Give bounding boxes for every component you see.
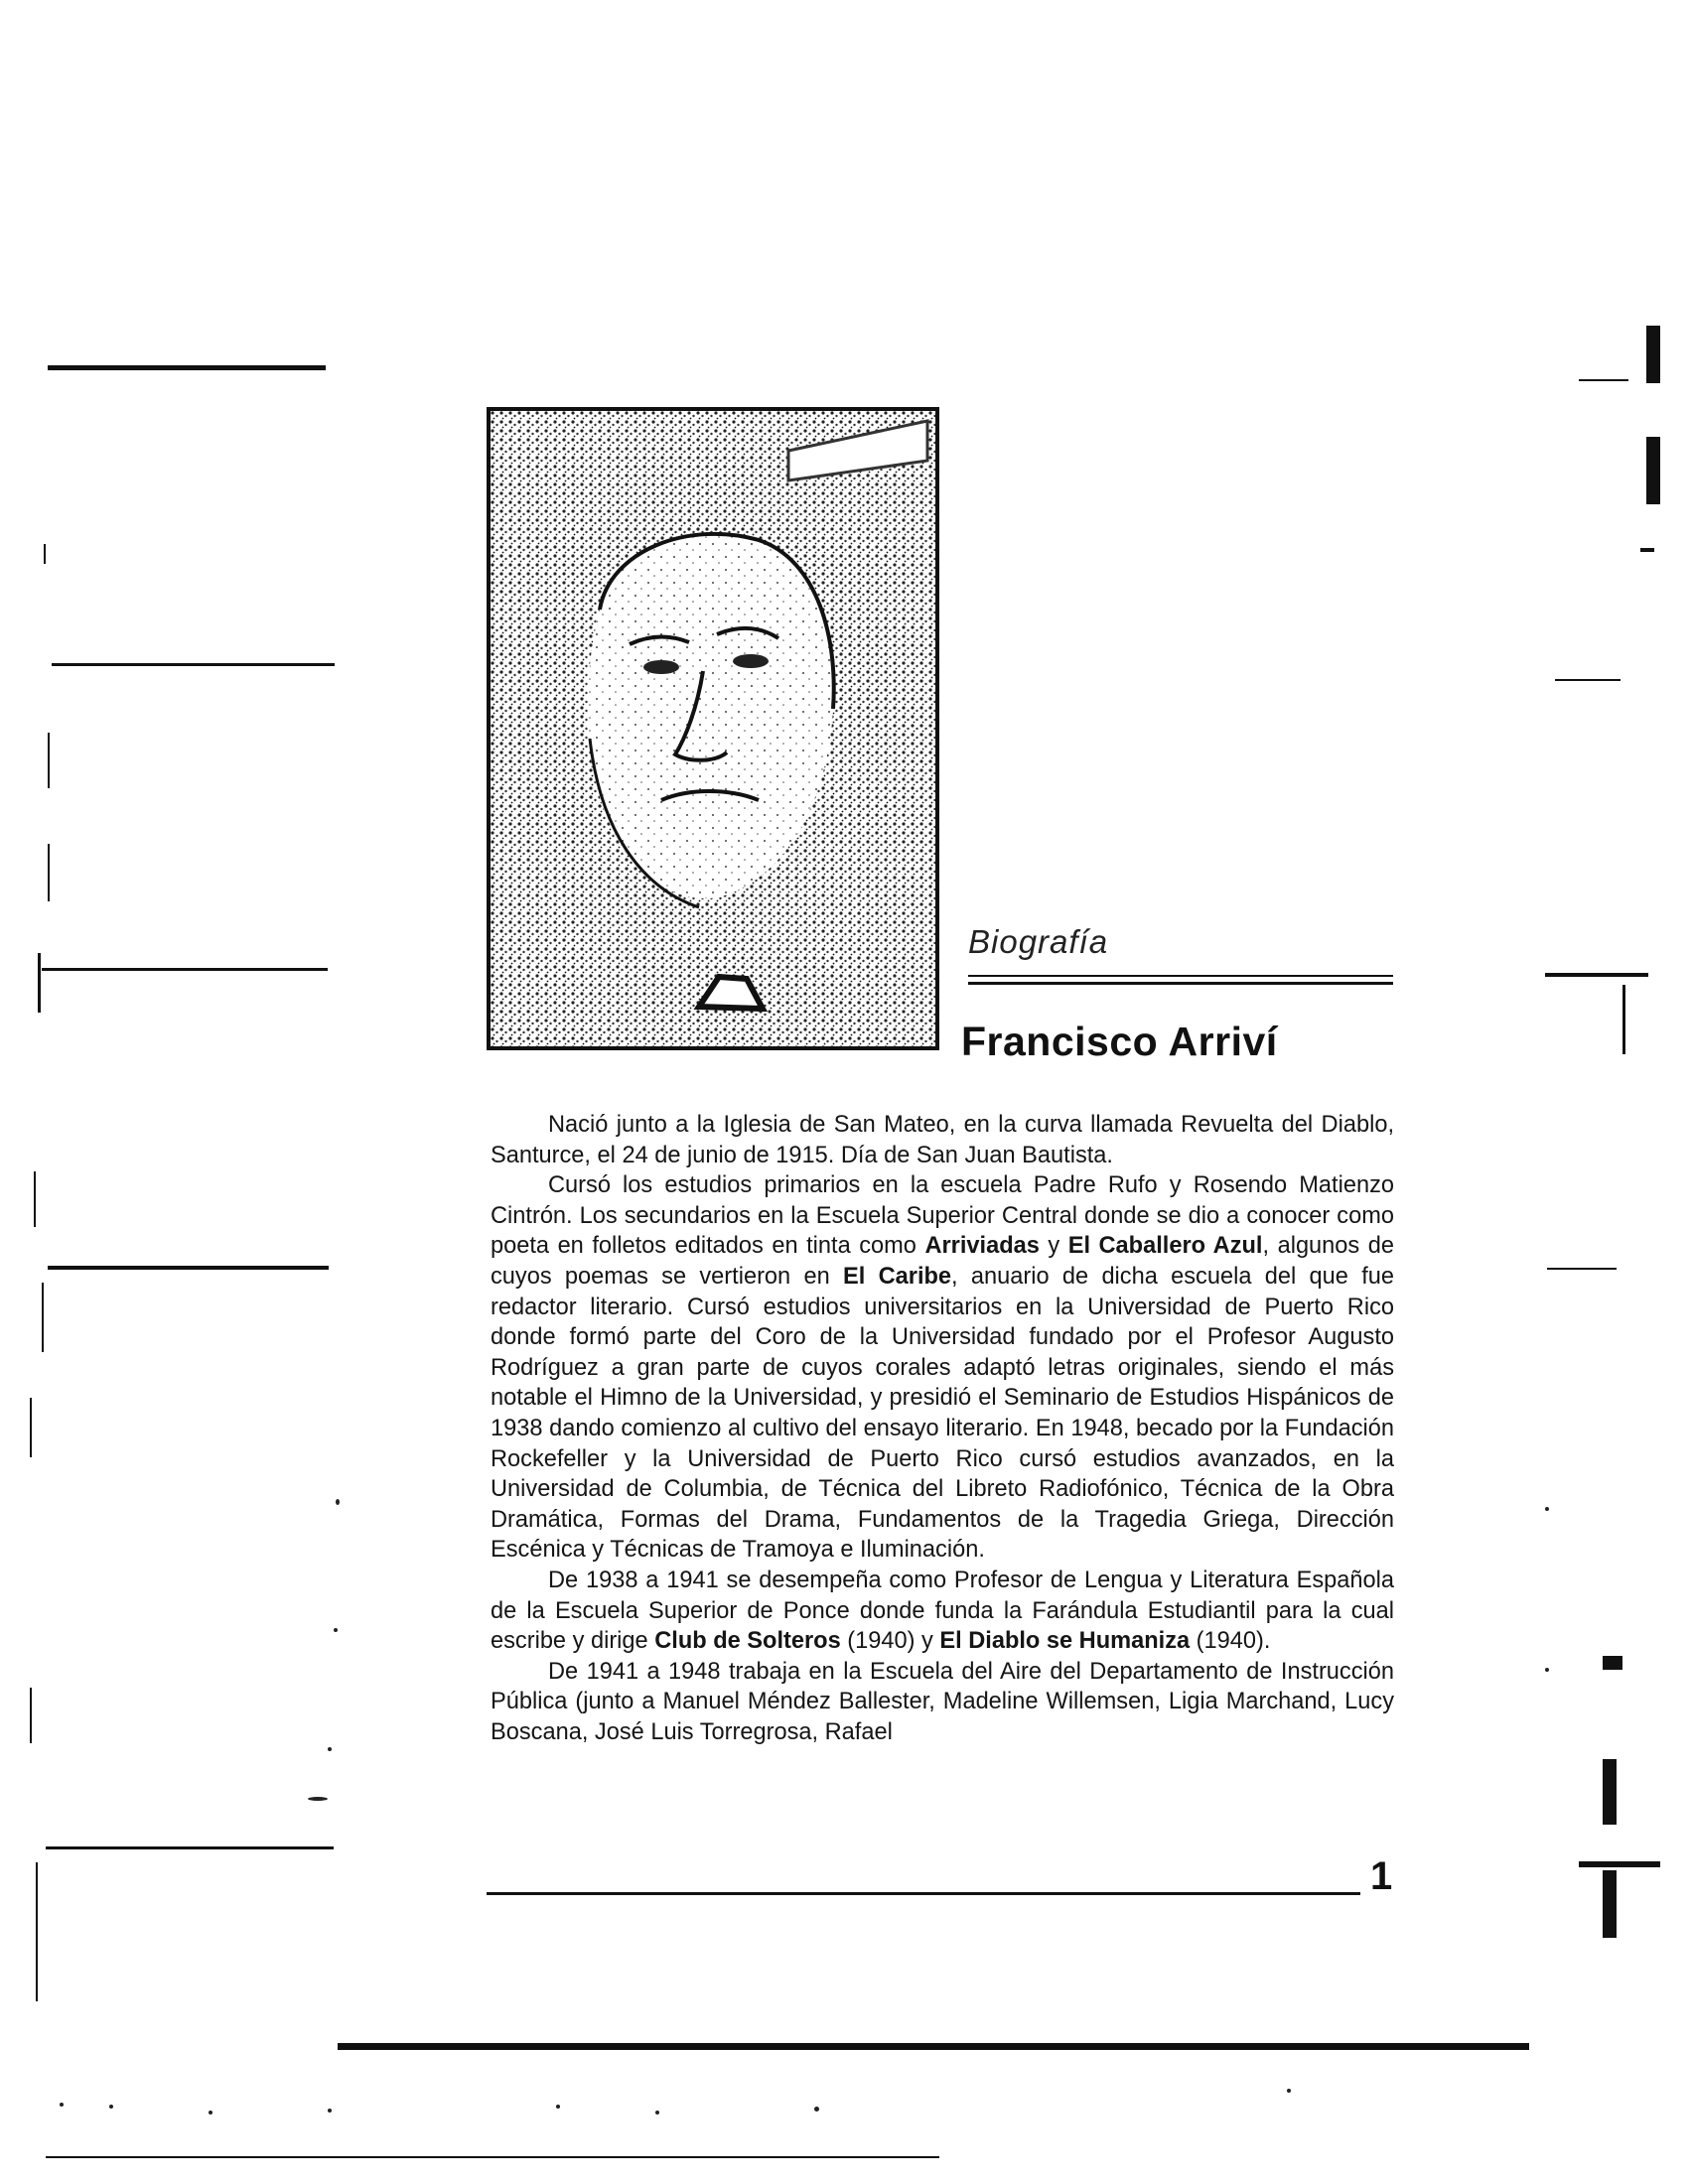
- work-title: El Caballero Azul: [1067, 1233, 1263, 1260]
- page-number: 1: [1370, 1854, 1393, 1898]
- text-run: De 1941 a 1948 trabaja en la Escuela del Aire del Departamento de Instrucción Pública (junto a Manuel Méndez Ballester, Madeline Willemsen, Ligia Marchand, Lucy Boscana, José Luis Torregrosa, Rafael: [491, 1658, 1394, 1745]
- section-divider: [968, 975, 1393, 985]
- body-paragraph: [491, 1657, 1394, 1748]
- text-run: , anuario de dicha escuela del que fue redactor literario. Cursó estudios universitarios en la Universidad de Puerto Rico donde formó parte del Coro de la Universidad fundado por el Profesor Augusto Rodríguez a gran parte de cuyos corales adaptó letras originales, siendo el más notable el Himno de la Universidad, y presidió el Seminario de Estudios Hispánicos de 1938 dando comienzo al cultivo del ensayo literario. En 1948, becado por la Fundación Rockefeller y la Universidad de Puerto Rico cursó estudios avanzados, en la Universidad de Columbia, de Técnica del Libreto Radiofónico, Técnica de la Obra Dramática, Formas del Drama, Fundamentos de la Tragedia Griega, Dirección Escénica y Técnicas de Tramoya e Iluminación.: [491, 1263, 1394, 1564]
- work-title: El Diablo se Humaniza: [939, 1628, 1191, 1655]
- work-title: Club de Solteros: [654, 1628, 841, 1655]
- body-paragraph: [491, 1566, 1394, 1657]
- section-label: Biografía: [968, 923, 1109, 960]
- biography-body: [491, 1110, 1394, 1747]
- work-title: Arriviadas: [924, 1233, 1040, 1260]
- text-run: De 1938 a 1941 se desempeña como Profesor de Lengua y Literatura Española de la Escuela Superior de Ponce donde funda la Farándula Estudiantil para la cual escribe y dirige: [491, 1567, 1394, 1655]
- body-paragraph: [491, 1170, 1394, 1566]
- text-run: Nació junto a la Iglesia de San Mateo, en la curva llamada Revuelta del Diablo, Santurce, el 24 de junio de 1915. Día de San Juan Bautista.: [491, 1112, 1394, 1168]
- text-run: (1940) y: [840, 1628, 940, 1655]
- portrait-photo-icon: [491, 411, 935, 1046]
- footer-rule: [487, 1892, 1360, 1895]
- text-run: y: [1039, 1233, 1068, 1260]
- portrait-photo: [487, 407, 939, 1050]
- text-run: , algunos de cuyos poemas se vertieron en: [491, 1233, 1394, 1290]
- text-run: Cursó los estudios primarios en la escuela Padre Rufo y Rosendo Matienzo Cintrón. Los secundarios en la Escuela Superior Central donde se dio a conocer como poeta en folletos editados en tinta como: [491, 1172, 1394, 1260]
- page-title: Francisco Arriví: [961, 1019, 1278, 1064]
- work-title: El Caribe: [843, 1263, 952, 1290]
- text-run: (1940).: [1190, 1628, 1271, 1655]
- body-paragraph: [491, 1110, 1394, 1170]
